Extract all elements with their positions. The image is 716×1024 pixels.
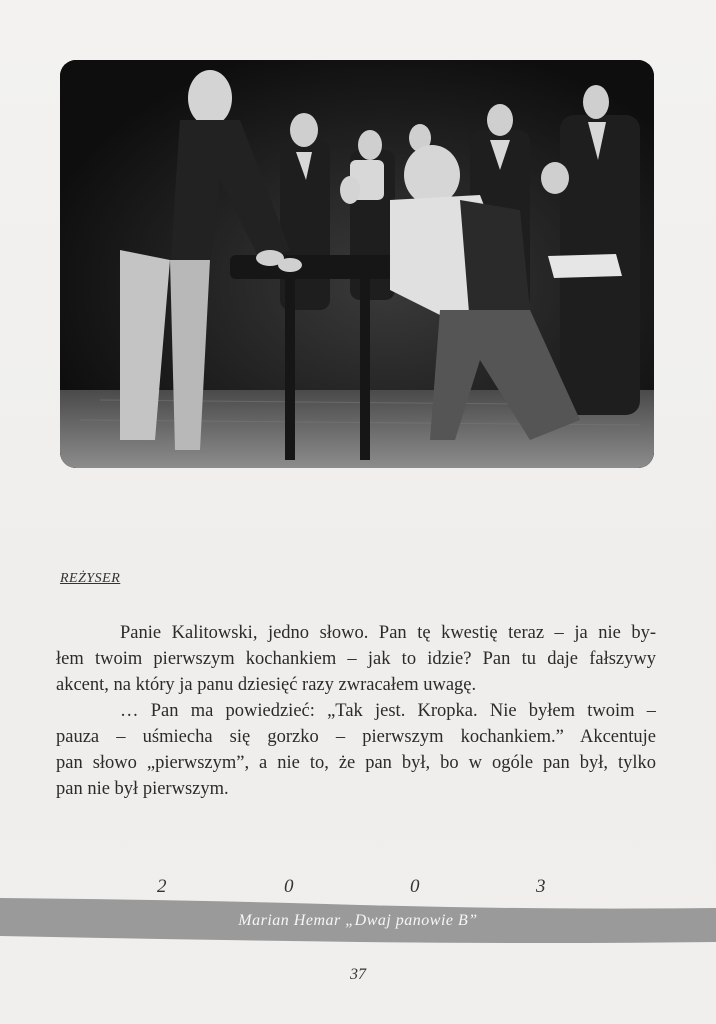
paragraph-1-line-1: Panie Kalitowski, jedno słowo. Pan tę kwestię teraz – ja nie by- xyxy=(120,623,656,643)
year-digit-3: 0 xyxy=(410,876,420,897)
banner-title: Marian Hemar „Dwaj panowie B” xyxy=(238,912,478,929)
paragraph-2-line-3: pan słowo „pierwszym”, a nie to, że pan był, bo w ogóle pan był, tylko xyxy=(56,753,656,773)
paragraph-2-line-2: pauza – uśmiecha się gorzko – pierwszym kochankiem.” Akcentuje xyxy=(56,727,656,747)
dialogue-text xyxy=(56,620,656,802)
paragraph-1-line-3: akcent, na który ja panu dziesięć razy zwracałem uwagę. xyxy=(56,675,477,695)
year-digit-2: 0 xyxy=(284,876,294,897)
paragraph-1-line-2: łem twoim pierwszym kochankiem – jak to idzie? Pan tu daje fałszywy xyxy=(56,649,656,669)
page-number: 37 xyxy=(350,966,366,983)
year-digit-4: 3 xyxy=(536,876,546,897)
year-digit-1: 2 xyxy=(157,876,167,897)
stage-photograph xyxy=(60,60,654,468)
stage-photograph-image xyxy=(60,60,654,468)
speaker-name: REŻYSER xyxy=(60,571,121,586)
paragraph-2-line-1: … Pan ma powiedzieć: „Tak jest. Kropka. Nie byłem twoim – xyxy=(120,701,656,721)
paragraph-2-line-4: pan nie był pierwszym. xyxy=(56,779,229,799)
